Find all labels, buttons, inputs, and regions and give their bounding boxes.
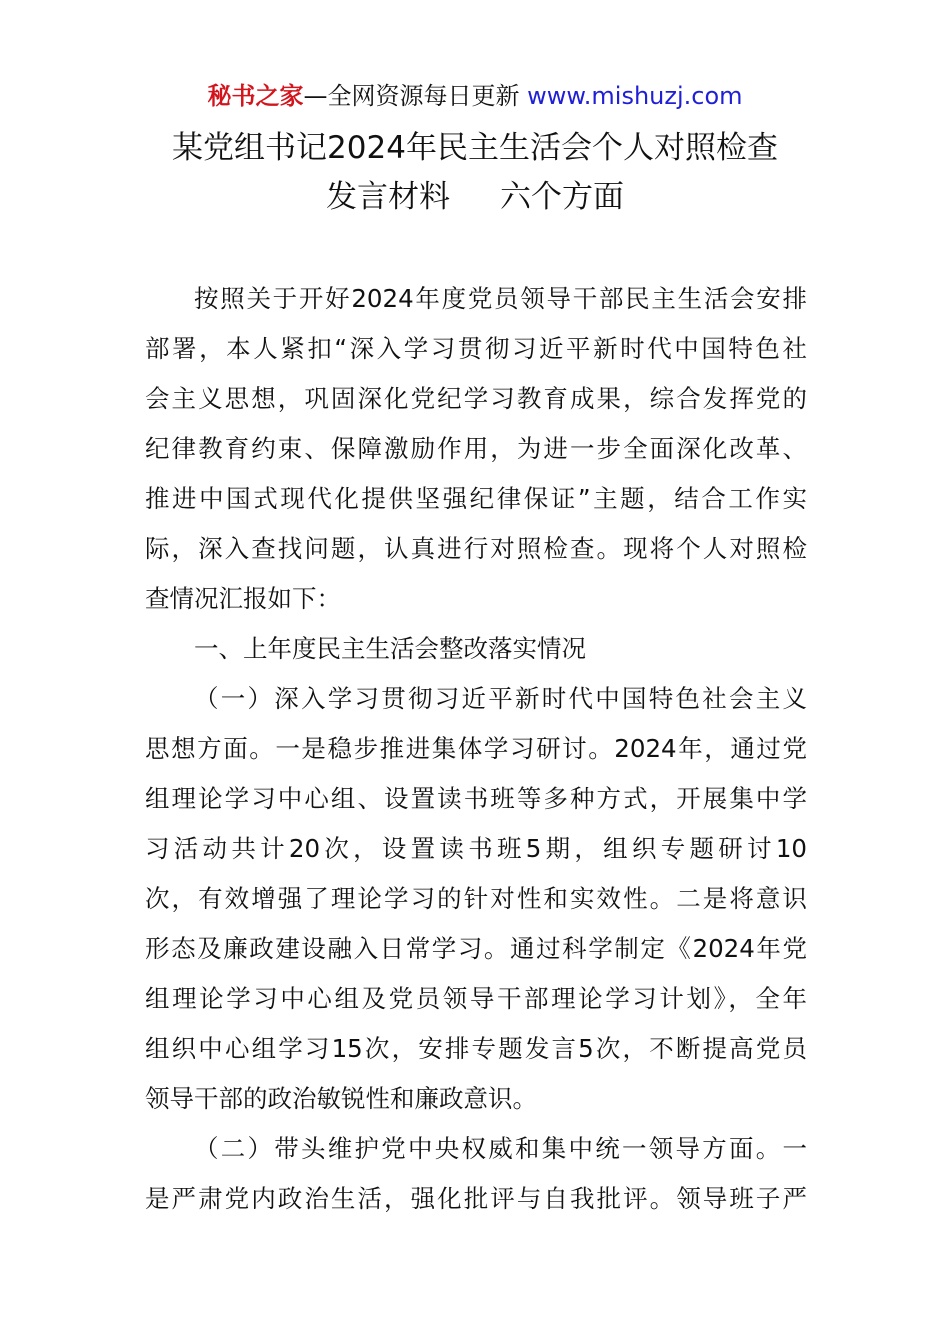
paragraph-line: 领导干部的政治敏锐性和廉政意识。 [145,1084,537,1113]
section-heading: 一、上年度民主生活会整改落实情况 [194,634,586,663]
paragraph-line: 查情况汇报如下： [145,584,341,613]
paragraph-line: 组织中心组学习15次，安排专题发言5次，不断提高党员 [145,1034,807,1063]
paragraph-line: 纪律教育约束、保障激励作用，为进一步全面深化改革、 [145,434,807,463]
site-url[interactable]: www.mishuzj.com [527,82,743,110]
document-title-part-a: 发言材料 [326,179,450,215]
paragraph-line: （一）深入学习贯彻习近平新时代中国特色社会主义 [194,684,807,713]
paragraph-line: 组理论学习中心组及党员领导干部理论学习计划》，全年 [145,984,807,1013]
paragraph-line: 次，有效增强了理论学习的针对性和实效性。二是将意识 [145,884,807,913]
paragraph-line: 是严肃党内政治生活，强化批评与自我批评。领导班子严 [145,1184,807,1213]
site-tagline: —全网资源每日更新 [303,82,528,110]
paragraph-line: 习活动共计20次，设置读书班5期，组织专题研讨10 [145,834,807,863]
paragraph-line: （二）带头维护党中央权威和集中统一领导方面。一 [194,1134,807,1163]
paragraph-line: 推进中国式现代化提供坚强纪律保证”主题，结合工作实 [145,484,807,513]
document-title-part-b: 六个方面 [500,179,624,215]
paragraph-line: 思想方面。一是稳步推进集体学习研讨。2024年，通过党 [145,734,807,763]
document-title-line-1: 某党组书记2024年民主生活会个人对照检查 [172,130,778,166]
paragraph-line: 按照关于开好2024年度党员领导干部民主生活会安排 [194,284,807,313]
paragraph-line: 部署，本人紧扣“深入学习贯彻习近平新时代中国特色社 [145,334,807,363]
document-title-line-2 [0,177,950,217]
brand-name: 秘书之家 [207,82,304,110]
paragraph-line: 形态及廉政建设融入日常学习。通过科学制定《2024年党 [145,934,807,963]
paragraph-line: 会主义思想，巩固深化党纪学习教育成果，综合发挥党的 [145,384,807,413]
paragraph-line: 组理论学习中心组、设置读书班等多种方式，开展集中学 [145,784,807,813]
paragraph-line: 际，深入查找问题，认真进行对照检查。现将个人对照检 [145,534,807,563]
site-header [0,80,950,112]
